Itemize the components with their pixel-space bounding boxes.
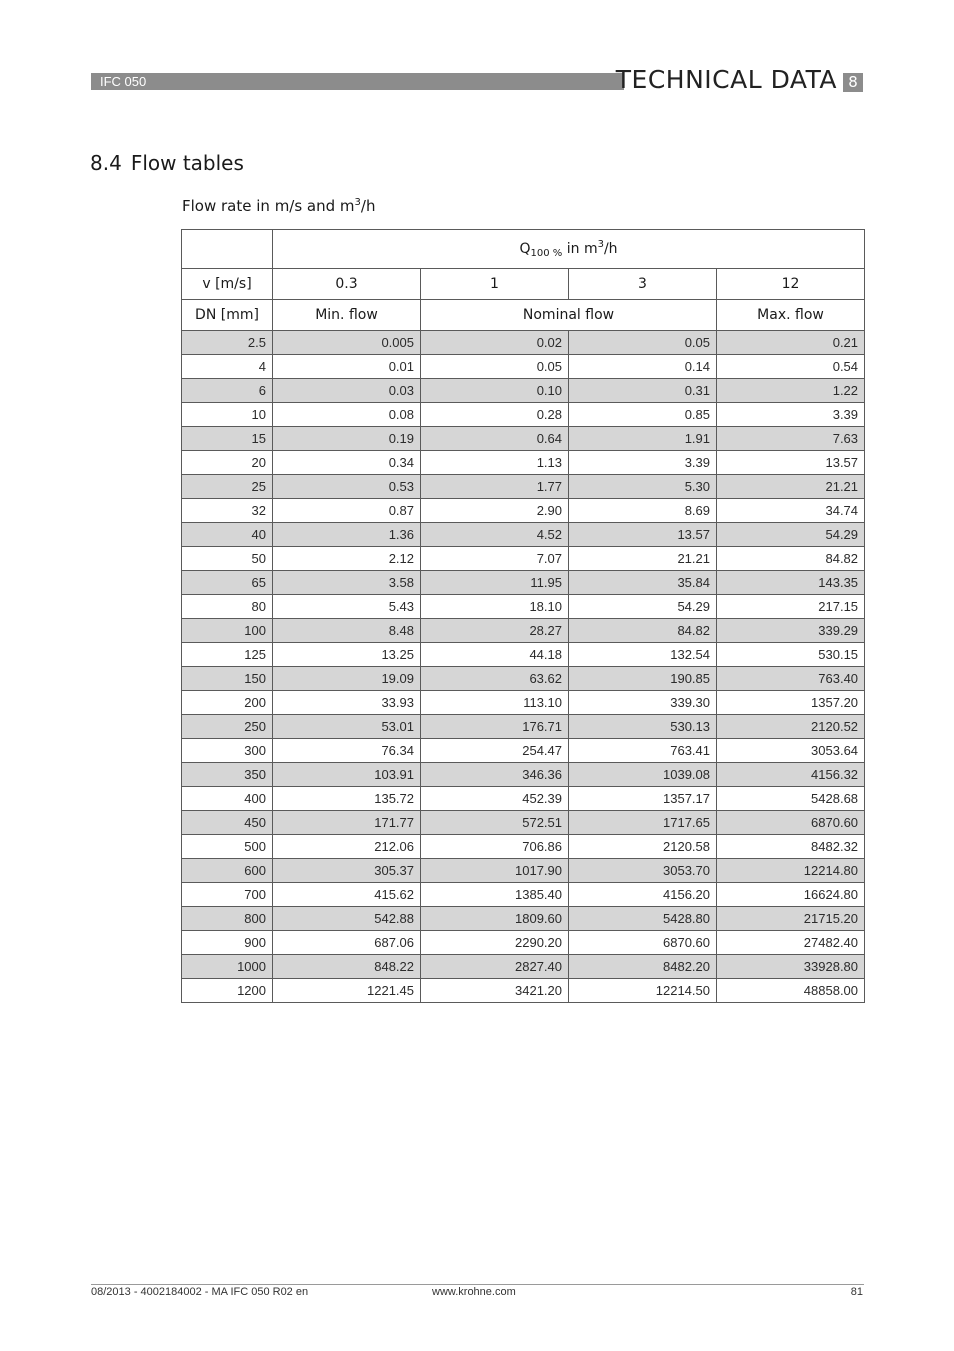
max-flow-cell: 8482.32	[717, 835, 865, 859]
chapter-number-badge: 8	[843, 73, 863, 92]
footer-rule	[91, 1284, 864, 1285]
table-header-row-velocity	[182, 269, 865, 300]
nominal-flow-1-cell: 176.71	[421, 715, 569, 739]
nominal-flow-1-cell: 1017.90	[421, 859, 569, 883]
dn-cell: 450	[182, 811, 273, 835]
flow-table	[181, 229, 865, 1003]
nominal-flow-1-cell: 7.07	[421, 547, 569, 571]
min-flow-cell: 13.25	[273, 643, 421, 667]
min-flow-cell: 212.06	[273, 835, 421, 859]
nominal-flow-1-cell: 452.39	[421, 787, 569, 811]
nominal-flow-3-cell: 132.54	[569, 643, 717, 667]
nominal-flow-1-cell: 0.28	[421, 403, 569, 427]
header-bar	[91, 73, 624, 90]
nominal-flow-3-cell: 2120.58	[569, 835, 717, 859]
section-number: 8.4	[90, 151, 122, 175]
nominal-flow-1-cell: 11.95	[421, 571, 569, 595]
nominal-flow-3-cell: 763.41	[569, 739, 717, 763]
max-flow-cell: 27482.40	[717, 931, 865, 955]
nominal-flow-3-cell: 4156.20	[569, 883, 717, 907]
dn-cell: 600	[182, 859, 273, 883]
nominal-flow-3-cell: 84.82	[569, 619, 717, 643]
min-flow-cell: 0.87	[273, 499, 421, 523]
max-flow-cell: 54.29	[717, 523, 865, 547]
q-unit-superscript: 3	[597, 239, 604, 250]
dn-cell: 4	[182, 355, 273, 379]
dn-cell: 20	[182, 451, 273, 475]
table-row	[182, 835, 865, 859]
table-row	[182, 403, 865, 427]
table-row	[182, 619, 865, 643]
max-flow-cell: 48858.00	[717, 979, 865, 1003]
nominal-flow-1-cell: 2827.40	[421, 955, 569, 979]
header-chapter-title: TECHNICAL DATA	[615, 65, 837, 94]
dn-cell: 400	[182, 787, 273, 811]
table-caption	[182, 197, 375, 215]
nominal-flow-3-cell: 1717.65	[569, 811, 717, 835]
q-subscript: 100 %	[530, 248, 563, 259]
max-flow-cell: 5428.68	[717, 787, 865, 811]
dn-cell: 150	[182, 667, 273, 691]
max-flow-cell: 3053.64	[717, 739, 865, 763]
table-header-row-q	[182, 230, 865, 269]
table-row	[182, 379, 865, 403]
max-flow-cell: 21.21	[717, 475, 865, 499]
nominal-flow-1-cell: 572.51	[421, 811, 569, 835]
dn-cell: 25	[182, 475, 273, 499]
q-symbol: Q	[519, 241, 531, 257]
dn-cell: 900	[182, 931, 273, 955]
section-heading	[90, 151, 244, 175]
nominal-flow-3-cell: 1039.08	[569, 763, 717, 787]
dn-cell: 65	[182, 571, 273, 595]
dn-cell: 10	[182, 403, 273, 427]
max-flow-cell: 34.74	[717, 499, 865, 523]
table-row	[182, 475, 865, 499]
nominal-flow-3-cell: 0.85	[569, 403, 717, 427]
table-row	[182, 811, 865, 835]
max-flow-cell: 1.22	[717, 379, 865, 403]
nominal-flow-1-cell: 1809.60	[421, 907, 569, 931]
dn-cell: 500	[182, 835, 273, 859]
nominal-flow-3-cell: 3053.70	[569, 859, 717, 883]
max-flow-cell: 21715.20	[717, 907, 865, 931]
table-row	[182, 691, 865, 715]
dn-label: DN [mm]	[182, 300, 273, 331]
section-title-text: Flow tables	[130, 151, 244, 175]
max-flow-cell: 339.29	[717, 619, 865, 643]
footer-document-id: 08/2013 - 4002184002 - MA IFC 050 R02 en	[91, 1286, 309, 1298]
table-row	[182, 571, 865, 595]
table-row	[182, 763, 865, 787]
min-flow-cell: 103.91	[273, 763, 421, 787]
nominal-flow-3-cell: 190.85	[569, 667, 717, 691]
dn-cell: 350	[182, 763, 273, 787]
max-flow-cell: 0.21	[717, 331, 865, 355]
table-row	[182, 499, 865, 523]
velocity-value: 12	[717, 269, 865, 300]
nominal-flow-1-cell: 2290.20	[421, 931, 569, 955]
nominal-flow-3-cell: 6870.60	[569, 931, 717, 955]
velocity-value: 1	[421, 269, 569, 300]
table-row	[182, 955, 865, 979]
max-flow-cell: 530.15	[717, 643, 865, 667]
nominal-flow-1-cell: 1385.40	[421, 883, 569, 907]
min-flow-cell: 8.48	[273, 619, 421, 643]
footer-page-number: 81	[850, 1286, 863, 1298]
nominal-flow-1-cell: 2.90	[421, 499, 569, 523]
velocity-label: v [m/s]	[182, 269, 273, 300]
q-unit-suffix: /h	[603, 241, 618, 257]
nominal-flow-1-cell: 254.47	[421, 739, 569, 763]
dn-cell: 50	[182, 547, 273, 571]
min-flow-cell: 5.43	[273, 595, 421, 619]
min-flow-cell: 687.06	[273, 931, 421, 955]
max-flow-cell: 6870.60	[717, 811, 865, 835]
max-flow-cell: 16624.80	[717, 883, 865, 907]
max-flow-label: Max. flow	[717, 300, 865, 331]
table-row	[182, 787, 865, 811]
nominal-flow-1-cell: 18.10	[421, 595, 569, 619]
header-product-name: IFC 050	[100, 74, 147, 89]
flow-table-body	[182, 331, 865, 1003]
nominal-flow-3-cell: 21.21	[569, 547, 717, 571]
min-flow-cell: 53.01	[273, 715, 421, 739]
nominal-flow-1-cell: 0.10	[421, 379, 569, 403]
nominal-flow-3-cell: 8.69	[569, 499, 717, 523]
min-flow-cell: 0.005	[273, 331, 421, 355]
table-row	[182, 355, 865, 379]
dn-cell: 80	[182, 595, 273, 619]
table-row	[182, 451, 865, 475]
nominal-flow-3-cell: 54.29	[569, 595, 717, 619]
table-row	[182, 595, 865, 619]
min-flow-cell: 76.34	[273, 739, 421, 763]
nominal-flow-1-cell: 1.77	[421, 475, 569, 499]
max-flow-cell: 84.82	[717, 547, 865, 571]
table-caption-superscript: 3	[354, 197, 361, 208]
min-flow-cell: 135.72	[273, 787, 421, 811]
dn-cell: 1000	[182, 955, 273, 979]
q-unit-text: in m	[562, 241, 598, 257]
min-flow-cell: 33.93	[273, 691, 421, 715]
nominal-flow-1-cell: 44.18	[421, 643, 569, 667]
table-row	[182, 931, 865, 955]
dn-cell: 2.5	[182, 331, 273, 355]
min-flow-cell: 171.77	[273, 811, 421, 835]
nominal-flow-1-cell: 0.02	[421, 331, 569, 355]
nominal-flow-1-cell: 706.86	[421, 835, 569, 859]
dn-cell: 40	[182, 523, 273, 547]
max-flow-cell: 763.40	[717, 667, 865, 691]
table-header-row-flow-type	[182, 300, 865, 331]
table-row	[182, 883, 865, 907]
dn-cell: 125	[182, 643, 273, 667]
dn-cell: 100	[182, 619, 273, 643]
min-flow-cell: 415.62	[273, 883, 421, 907]
nominal-flow-3-cell: 35.84	[569, 571, 717, 595]
nominal-flow-1-cell: 4.52	[421, 523, 569, 547]
nominal-flow-3-cell: 0.31	[569, 379, 717, 403]
table-row	[182, 523, 865, 547]
nominal-flow-3-cell: 12214.50	[569, 979, 717, 1003]
min-flow-cell: 2.12	[273, 547, 421, 571]
nominal-flow-1-cell: 113.10	[421, 691, 569, 715]
dn-cell: 200	[182, 691, 273, 715]
nominal-flow-1-cell: 28.27	[421, 619, 569, 643]
velocity-value: 0.3	[273, 269, 421, 300]
max-flow-cell: 143.35	[717, 571, 865, 595]
table-caption-text: Flow rate in m/s and m	[182, 197, 355, 215]
min-flow-cell: 305.37	[273, 859, 421, 883]
dn-cell: 1200	[182, 979, 273, 1003]
dn-cell: 6	[182, 379, 273, 403]
min-flow-cell: 0.03	[273, 379, 421, 403]
table-row	[182, 643, 865, 667]
max-flow-cell: 4156.32	[717, 763, 865, 787]
footer-website: www.krohne.com	[432, 1286, 516, 1298]
min-flow-cell: 848.22	[273, 955, 421, 979]
table-caption-unit: /h	[360, 197, 376, 215]
table-row	[182, 427, 865, 451]
dn-cell: 15	[182, 427, 273, 451]
nominal-flow-3-cell: 3.39	[569, 451, 717, 475]
nominal-flow-3-cell: 0.05	[569, 331, 717, 355]
nominal-flow-3-cell: 1.91	[569, 427, 717, 451]
nominal-flow-1-cell: 1.13	[421, 451, 569, 475]
table-row	[182, 547, 865, 571]
min-flow-cell: 3.58	[273, 571, 421, 595]
max-flow-cell: 217.15	[717, 595, 865, 619]
dn-cell: 800	[182, 907, 273, 931]
max-flow-cell: 1357.20	[717, 691, 865, 715]
nominal-flow-label: Nominal flow	[421, 300, 717, 331]
min-flow-cell: 0.34	[273, 451, 421, 475]
table-row	[182, 739, 865, 763]
velocity-value: 3	[569, 269, 717, 300]
nominal-flow-1-cell: 63.62	[421, 667, 569, 691]
table-row	[182, 979, 865, 1003]
nominal-flow-1-cell: 0.05	[421, 355, 569, 379]
nominal-flow-3-cell: 530.13	[569, 715, 717, 739]
table-row	[182, 667, 865, 691]
max-flow-cell: 7.63	[717, 427, 865, 451]
nominal-flow-1-cell: 0.64	[421, 427, 569, 451]
max-flow-cell: 13.57	[717, 451, 865, 475]
nominal-flow-3-cell: 8482.20	[569, 955, 717, 979]
dn-cell: 32	[182, 499, 273, 523]
nominal-flow-3-cell: 5.30	[569, 475, 717, 499]
nominal-flow-3-cell: 1357.17	[569, 787, 717, 811]
min-flow-label: Min. flow	[273, 300, 421, 331]
max-flow-cell: 3.39	[717, 403, 865, 427]
table-row	[182, 715, 865, 739]
nominal-flow-3-cell: 13.57	[569, 523, 717, 547]
max-flow-cell: 2120.52	[717, 715, 865, 739]
table-row	[182, 907, 865, 931]
min-flow-cell: 1.36	[273, 523, 421, 547]
dn-cell: 700	[182, 883, 273, 907]
table-row	[182, 331, 865, 355]
nominal-flow-3-cell: 5428.80	[569, 907, 717, 931]
table-header-empty-cell	[182, 230, 273, 269]
min-flow-cell: 1221.45	[273, 979, 421, 1003]
min-flow-cell: 19.09	[273, 667, 421, 691]
max-flow-cell: 33928.80	[717, 955, 865, 979]
min-flow-cell: 0.01	[273, 355, 421, 379]
min-flow-cell: 0.53	[273, 475, 421, 499]
nominal-flow-3-cell: 0.14	[569, 355, 717, 379]
min-flow-cell: 0.08	[273, 403, 421, 427]
max-flow-cell: 0.54	[717, 355, 865, 379]
min-flow-cell: 542.88	[273, 907, 421, 931]
dn-cell: 300	[182, 739, 273, 763]
table-row	[182, 859, 865, 883]
min-flow-cell: 0.19	[273, 427, 421, 451]
dn-cell: 250	[182, 715, 273, 739]
nominal-flow-1-cell: 346.36	[421, 763, 569, 787]
nominal-flow-1-cell: 3421.20	[421, 979, 569, 1003]
max-flow-cell: 12214.80	[717, 859, 865, 883]
nominal-flow-3-cell: 339.30	[569, 691, 717, 715]
q-flow-header	[273, 230, 865, 269]
